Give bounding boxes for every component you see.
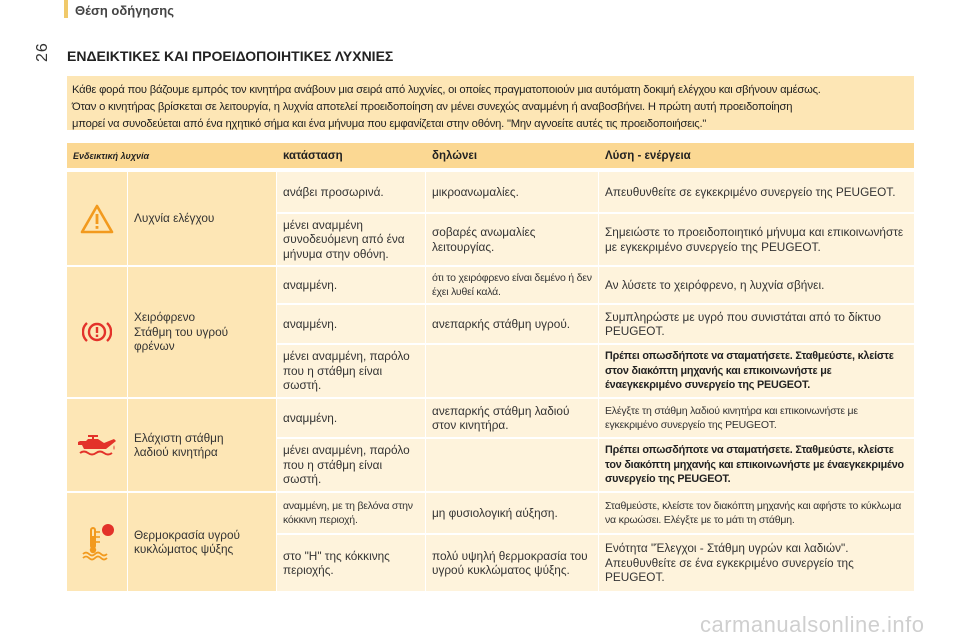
- meaning-cell: ανεπαρκής στάθμη λαδιού στον κινητήρα.: [426, 397, 599, 437]
- chapter-title: Θέση οδήγησης: [75, 3, 174, 18]
- warning-lamps-table: [67, 143, 914, 591]
- coolant-temperature-icon: [67, 491, 128, 591]
- table-row: [67, 265, 914, 303]
- lamp-name: [128, 397, 277, 491]
- status-cell: στο "H" της κόκκινης περιοχής.: [277, 533, 426, 591]
- header-solution: Λύση - ενέργεια: [599, 143, 914, 170]
- status-cell: μένει αναμμένη, παρόλο που η στάθμη είναι σωστή.: [277, 343, 426, 397]
- action-cell: Πρέπει οπωσδήποτε να σταματήσετε. Σταθμεύστε, κλείστε τον διακόπτη μηχανής και επικοινωνήστε με έναεγκεκριμένο συνεργείο της PEUGEOT.: [599, 437, 914, 491]
- lamp-name-line: φρένων: [134, 339, 175, 354]
- action-cell: Συμπληρώστε με υγρό που συνιστάται από το δίκτυο PEUGEOT.: [599, 303, 914, 343]
- brake-warning-icon: [67, 265, 128, 397]
- intro-line: Κάθε φορά που βάζουμε εμπρός τον κινητήρα ανάβουν μια σειρά από λυχνίες, οι οποίες πραγματοποιούν μια αυτόματη δοκιμή ελέγχου και σβήνουν αμέσως.: [72, 84, 821, 96]
- header-lamp: Ενδεικτική λυχνία: [67, 143, 277, 170]
- meaning-cell: [426, 343, 599, 397]
- meaning-cell: μικροανωμαλίες.: [426, 170, 599, 212]
- meaning-cell: πολύ υψηλή θερμοκρασία του υγρού κυκλώματος ψύξης.: [426, 533, 599, 591]
- lamp-name-line: Χειρόφρενο: [134, 310, 196, 325]
- header-status: κατάσταση: [277, 143, 426, 170]
- warning-triangle-icon: [67, 170, 128, 265]
- lamp-name: [128, 265, 277, 397]
- lamp-name-line: λαδιού κινητήρα: [134, 445, 218, 459]
- status-cell: μένει αναμμένη, παρόλο που η στάθμη είναι σωστή.: [277, 437, 426, 491]
- lamp-name-line: Θερμοκρασία υγρού: [134, 527, 241, 542]
- action-cell: Ενότητα "Έλεγχοι - Στάθμη υγρών και λαδιών". Απευθυνθείτε σε ένα εγκεκριμένο συνεργείο της PEUGEOT.: [599, 533, 914, 591]
- lamp-name-line: Ελάχιστη στάθμη: [134, 430, 224, 445]
- chapter-accent-bar: [64, 0, 68, 18]
- meaning-cell: μη φυσιολογική αύξηση.: [426, 491, 599, 533]
- status-cell: αναμμένη.: [277, 303, 426, 343]
- action-cell: Πρέπει οπωσδήποτε να σταματήσετε. Σταθμεύστε, κλείστε στον διακόπτη μηχανής και επικοινωνήστε με έναεγκεκριμένο συνεργείο της PEUGEOT.: [599, 343, 914, 397]
- lamp-name: Λυχνία ελέγχου: [128, 170, 277, 265]
- intro-line: μπορεί να συνοδεύεται από ένα ηχητικό σήμα και ένα μήνυμα που εμφανίζεται στην οθόνη. "Μην αγνοείτε αυτές τις προειδοποιήσεις.": [72, 118, 707, 130]
- status-cell: ανάβει προσωρινά.: [277, 170, 426, 212]
- status-cell: αναμμένη.: [277, 397, 426, 437]
- meaning-cell: [426, 437, 599, 491]
- table-row: [67, 397, 914, 437]
- status-cell: αναμμένη, με τη βελόνα στην κόκκινη περιοχή.: [277, 491, 426, 533]
- table-header-row: [67, 143, 914, 170]
- intro-box: [67, 76, 914, 130]
- meaning-cell: σοβαρές ανωμαλίες λειτουργίας.: [426, 212, 599, 265]
- meaning-cell: ανεπαρκής στάθμη υγρού.: [426, 303, 599, 343]
- action-cell: Ελέγξτε τη στάθμη λαδιού κινητήρα και επικοινωνήστε με εγκεκριμένο συνεργείο της PEUGEOT.: [599, 397, 914, 437]
- oil-can-icon: [67, 397, 128, 491]
- status-cell: μένει αναμμένη συνοδευόμενη από ένα μήνυμα στην οθόνη.: [277, 212, 426, 265]
- action-cell: Σημειώστε το προειδοποιητικό μήνυμα και επικοινωνήστε με εγκεκριμένο συνεργείο της PEUGEOT.: [599, 212, 914, 265]
- status-cell: αναμμένη.: [277, 265, 426, 303]
- lamp-name-line: Στάθμη του υγρού: [134, 324, 229, 339]
- table-row: [67, 491, 914, 533]
- action-cell: Αν λύσετε το χειρόφρενο, η λυχνία σβήνει.: [599, 265, 914, 303]
- lamp-name: [128, 491, 277, 591]
- table-row: [67, 170, 914, 212]
- section-title: ΕΝΔΕΙΚΤΙΚΕΣ ΚΑΙ ΠΡΟΕΙΔΟΠΟΙΗΤΙΚΕΣ ΛΥΧΝΙΕΣ: [67, 48, 394, 64]
- lamp-name-line: κυκλώματος ψύξης: [134, 542, 234, 556]
- page-number: [34, 42, 52, 62]
- intro-line: Όταν ο κινητήρας βρίσκεται σε λειτουργία, η λυχνία αποτελεί προειδοποίηση αν μένει συνεχώς αναμμένη ή αναβοσβήνει. Η πρώτη αυτή προειδοποίηση: [72, 101, 793, 113]
- action-cell: Απευθυνθείτε σε εγκεκριμένο συνεργείο της PEUGEOT.: [599, 170, 914, 212]
- action-cell: Σταθμεύστε, κλείστε τον διακόπτη μηχανής και αφήστε το κύκλωμα να κρωώσει. Ελέγξτε με το μάτι τη στάθμη.: [599, 491, 914, 533]
- watermark: carmanualsonline.info: [700, 612, 925, 637]
- meaning-cell: ότι το χειρόφρενο είναι δεμένο ή δεν έχει λυθεί καλά.: [426, 265, 599, 303]
- page-number-text: 26: [34, 42, 51, 62]
- header-meaning: δηλώνει: [426, 143, 599, 170]
